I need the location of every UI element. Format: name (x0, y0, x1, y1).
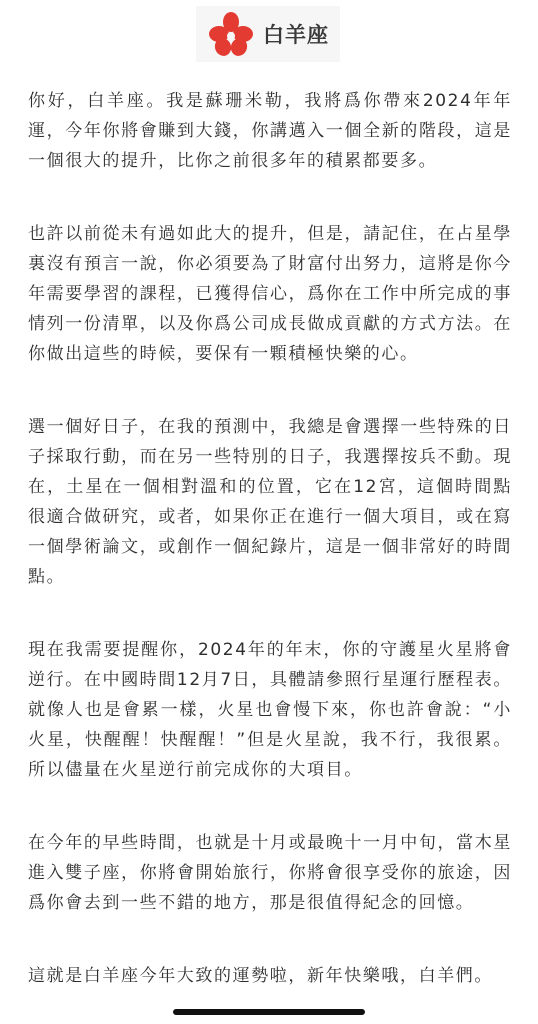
article-paragraph-1: 你好，白羊座。我是蘇珊米勒，我將爲你帶來2024年年運，今年你將會賺到大錢，你講邁入一個全新的階段，這是一個很大的提升，比你之前很多年的積累都要多。 (28, 91, 512, 171)
article-paragraph-2: 也許以前從未有過如此大的提升，但是，請記住，在占星學裏沒有預言一說，你必須要為了財富付出努力，這將是你今年需要學習的課程，已獲得信心，爲你在工作中所完成的事情列一份清單，以及你爲公司成長做成貢獻的方式方法。在你做出這些的時候，要保有一顆積極快樂的心。 (28, 224, 512, 364)
header-bar (196, 6, 340, 62)
red-flower-logo-icon (207, 10, 255, 58)
article-paragraph-5: 在今年的早些時間，也就是十月或最晚十一月中旬，當木星進入雙子座，你將會開始旅行，你將會很享受你的旅途，因爲你會去到一些不錯的地方，那是很值得紀念的回憶。 (28, 833, 512, 913)
article-body (28, 86, 512, 991)
article-paragraph-6: 這就是白羊座今年大致的運勢啦，新年快樂哦，白羊們。 (28, 966, 493, 986)
article-paragraph-3: 選一個好日子，在我的預測中，我總是會選擇一些特殊的日子採取行動，而在另一些特別的日子，我選擇按兵不動。現在，土星在一個相對溫和的位置，它在12宮，這個時間點很適合做研究，或者，如果你正在進行一個大項目，或在寫一個學術論文，或創作一個紀錄片，這是一個非常好的時間點。 (28, 417, 512, 587)
home-indicator[interactable] (173, 1009, 365, 1015)
article-paragraph-4: 現在我需要提醒你，2024年的年末，你的守護星火星將會逆行。在中國時間12月7日，具體請參照行星運行歷程表。就像人也是會累一樣，火星也會慢下來，你也許會說：“小火星，快醒醒！快醒醒！”但是火星說，我不行，我很累。所以儘量在火星逆行前完成你的大項目。 (28, 640, 512, 780)
page-title: 白羊座 (263, 23, 329, 47)
